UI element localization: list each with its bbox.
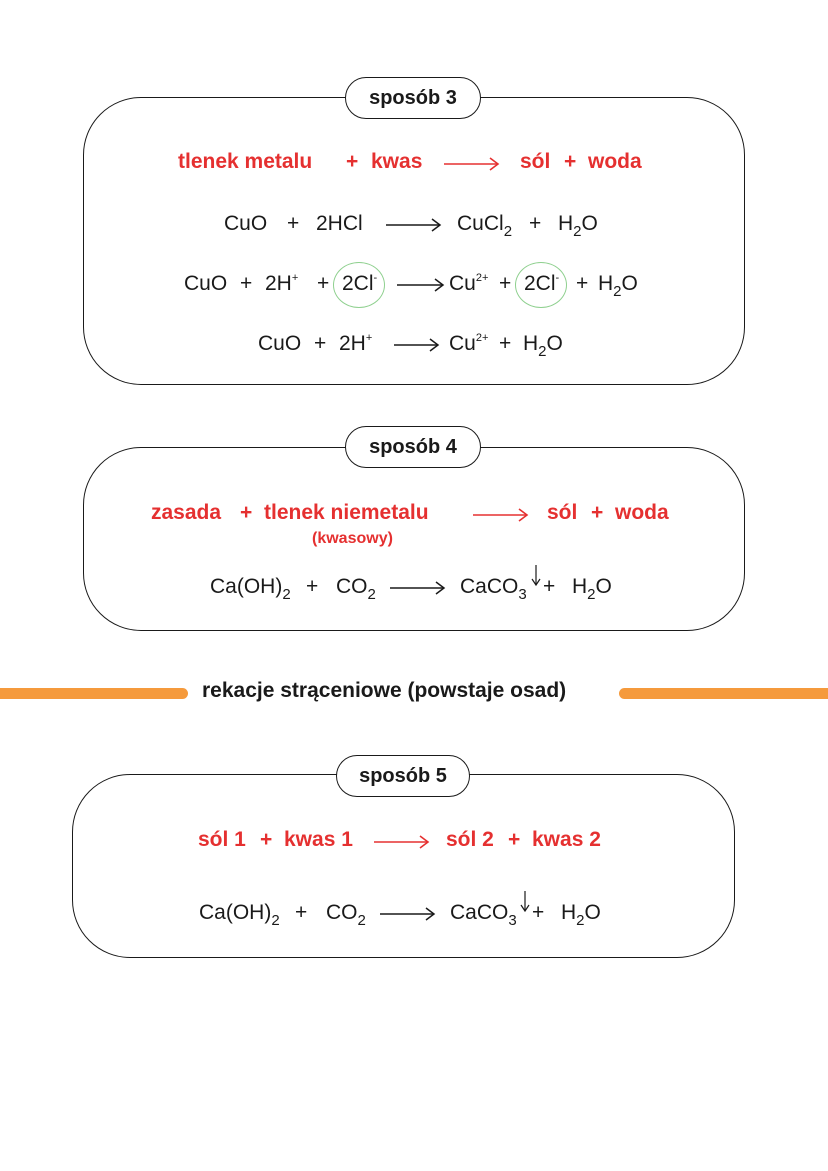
s5-scheme-plus2: + xyxy=(508,828,521,851)
s5-scheme-plus1: + xyxy=(260,828,273,851)
divider-label: rekacje strąceniowe (powstaje osad) xyxy=(202,679,567,702)
s4-scheme-note: (kwasowy) xyxy=(312,530,393,547)
s4-scheme-lhs1: zasada xyxy=(151,501,222,524)
s3-eq2-e: 2Cl- xyxy=(524,272,560,295)
s3-eq2-plus2: + xyxy=(317,272,330,295)
s4-eq-plus2: + xyxy=(543,575,556,598)
s3-eq3-plus1: + xyxy=(314,332,327,355)
s3-eq3-arrow xyxy=(394,336,440,354)
section-5-box xyxy=(72,774,735,958)
s4-scheme-rhs2: woda xyxy=(615,501,669,524)
s3-eq1-arrow xyxy=(386,216,442,234)
s3-scheme-plus2: + xyxy=(564,150,577,173)
s3-eq2-plus1: + xyxy=(240,272,253,295)
section-4-title xyxy=(345,426,481,468)
s3-scheme-plus1: + xyxy=(346,150,359,173)
section-3-title-text: sposób 3 xyxy=(369,86,457,109)
s3-eq1-d: $H_2O$ xyxy=(558,212,598,240)
section-4-title-text: sposób 4 xyxy=(369,435,457,458)
s3-eq2-c: 2Cl- xyxy=(342,272,378,295)
s4-eq-arrow xyxy=(390,579,446,597)
s3-scheme-rhs1: sól xyxy=(520,150,551,173)
s3-eq2-d: $Cu^{2+}$ xyxy=(449,272,489,295)
s3-eq2-b: 2H+ xyxy=(265,272,299,295)
s5-scheme-rhs1: sól 2 xyxy=(446,828,494,851)
s3-eq3-c: $Cu^{2+}$ xyxy=(449,332,489,355)
precipitate-down-arrow-icon xyxy=(531,565,541,587)
s5-eq-plus1: + xyxy=(295,901,308,924)
section-5-title-text: sposób 5 xyxy=(359,764,447,787)
s5-eq-d: $H_2O$ xyxy=(561,901,601,929)
s4-eq-d: $H_2O$ xyxy=(572,575,612,603)
s3-eq1-a: CuO xyxy=(224,212,268,235)
s3-eq1-b: 2HCl xyxy=(316,212,363,235)
s4-scheme-arrow xyxy=(473,506,529,524)
s3-eq3-d: $H_2O$ xyxy=(523,332,563,360)
s3-scheme-arrow xyxy=(444,155,500,173)
s4-scheme-lhs2: tlenek niemetalu xyxy=(264,501,429,524)
section-5-title xyxy=(336,755,470,797)
s3-eq2-a: CuO xyxy=(184,272,228,295)
s5-eq-b: $CO_2$ xyxy=(326,901,366,929)
s3-eq2-arrow xyxy=(397,276,445,294)
s4-eq-plus1: + xyxy=(306,575,319,598)
s4-scheme-plus2: + xyxy=(591,501,604,524)
section-4-box xyxy=(83,447,745,631)
s5-scheme-lhs2: kwas 1 xyxy=(284,828,353,851)
divider-bar-left xyxy=(0,688,188,699)
s3-eq1-plus2: + xyxy=(529,212,542,235)
s3-eq2-plus4: + xyxy=(576,272,589,295)
s4-eq-c: CaCO$_3$ xyxy=(460,575,527,603)
s3-scheme-lhs1: tlenek metalu xyxy=(178,150,313,173)
s5-scheme-arrow xyxy=(374,833,430,851)
s3-eq3-b: 2H+ xyxy=(339,332,373,355)
s4-scheme-plus1: + xyxy=(240,501,253,524)
s3-eq2-plus3: + xyxy=(499,272,512,295)
s4-eq-a: $Ca(OH)_2$ xyxy=(210,575,291,603)
divider-bar-right xyxy=(619,688,828,699)
s5-eq-c: CaCO$_3$ xyxy=(450,901,517,929)
s3-eq3-plus2: + xyxy=(499,332,512,355)
s5-scheme-rhs2: kwas 2 xyxy=(532,828,601,851)
s4-eq-b: $CO_2$ xyxy=(336,575,376,603)
s3-scheme-rhs2: woda xyxy=(588,150,642,173)
section-3-title xyxy=(345,77,481,119)
s3-scheme-lhs2: kwas xyxy=(371,150,423,173)
s5-eq-arrow xyxy=(380,905,436,923)
s3-eq1-c: CuCl$_2$ xyxy=(457,212,513,240)
s3-eq3-a: CuO xyxy=(258,332,302,355)
s5-scheme-lhs1: sól 1 xyxy=(198,828,246,851)
s5-eq-plus2: + xyxy=(532,901,545,924)
precipitate-down-arrow-icon xyxy=(520,891,530,913)
s5-eq-a: $Ca(OH)_2$ xyxy=(199,901,280,929)
s3-eq2-f: $H_2O$ xyxy=(598,272,638,300)
s3-eq1-plus1: + xyxy=(287,212,300,235)
s4-scheme-rhs1: sól xyxy=(547,501,578,524)
